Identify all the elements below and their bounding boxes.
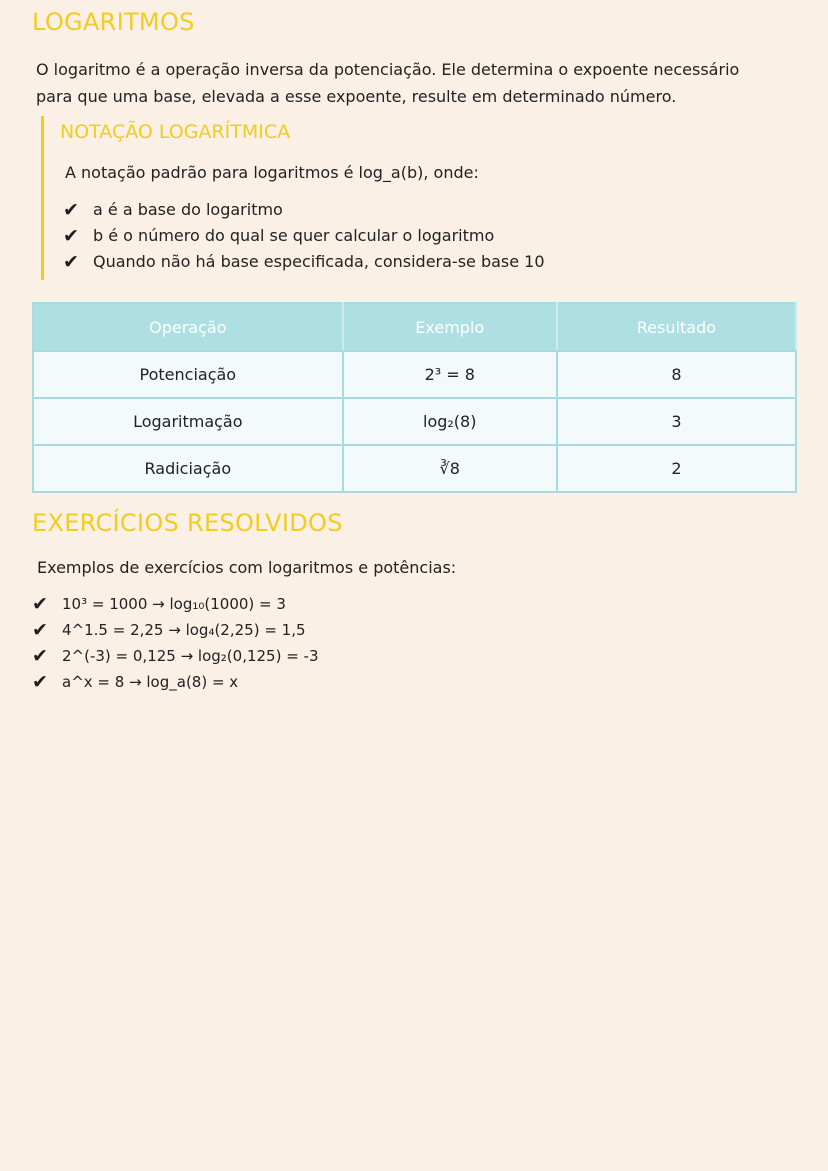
list-item-text: 4^1.5 = 2,25 → log₄(2,25) = 1,5	[62, 621, 306, 639]
intro-paragraph: O logaritmo é a operação inversa da potenciação. Ele determina o expoente necessário para que uma base, elevada a esse expoente, resulte em determinado número.	[36, 60, 740, 106]
column-header-operation: Operação	[33, 303, 343, 351]
list-item-text: 2^(-3) = 0,125 → log₂(0,125) = -3	[62, 647, 319, 665]
table-cell: Logaritmação	[33, 398, 343, 445]
list-item	[30, 643, 319, 669]
list-item-text: a é a base do logaritmo	[93, 200, 283, 219]
check-icon: ✔	[32, 645, 48, 667]
operations-table	[32, 302, 797, 493]
exercises-heading: EXERCÍCIOS RESOLVIDOS	[32, 509, 343, 537]
check-icon: ✔	[32, 593, 48, 615]
table-cell: 2³ = 8	[343, 351, 557, 398]
table-row	[33, 445, 796, 492]
check-icon: ✔	[32, 619, 48, 641]
check-icon: ✔	[63, 251, 79, 273]
list-item-text: Quando não há base especificada, considera-se base 10	[93, 252, 545, 271]
column-header-result: Resultado	[557, 303, 796, 351]
list-item	[61, 197, 545, 223]
table-row	[33, 351, 796, 398]
exercises-list	[30, 591, 319, 695]
list-item	[61, 223, 545, 249]
notation-list	[61, 197, 545, 275]
notation-lead: A notação padrão para logaritmos é log_a(b), onde:	[65, 163, 479, 182]
table-header-row	[33, 303, 796, 351]
list-item	[30, 591, 319, 617]
table-cell: 2	[557, 445, 796, 492]
list-item	[61, 249, 545, 275]
list-item-text: 10³ = 1000 → log₁₀(1000) = 3	[62, 595, 286, 613]
list-item-text: a^x = 8 → log_a(8) = x	[62, 673, 239, 691]
column-header-example: Exemplo	[343, 303, 557, 351]
page-title: LOGARITMOS	[32, 8, 195, 36]
table-cell: 8	[557, 351, 796, 398]
notation-heading: NOTAÇÃO LOGARÍTMICA	[60, 121, 291, 143]
table-cell: ∛8	[343, 445, 557, 492]
list-item	[30, 617, 319, 643]
table-cell: 3	[557, 398, 796, 445]
table-cell: Radiciação	[33, 445, 343, 492]
check-icon: ✔	[32, 671, 48, 693]
exercises-lead: Exemplos de exercícios com logaritmos e potências:	[37, 558, 457, 577]
table-cell: Potenciação	[33, 351, 343, 398]
list-item-text: b é o número do qual se quer calcular o logaritmo	[93, 226, 495, 245]
check-icon: ✔	[63, 225, 79, 247]
table-cell: log₂(8)	[343, 398, 557, 445]
check-icon: ✔	[63, 199, 79, 221]
notation-section	[41, 116, 744, 280]
table-row	[33, 398, 796, 445]
list-item	[30, 669, 319, 695]
